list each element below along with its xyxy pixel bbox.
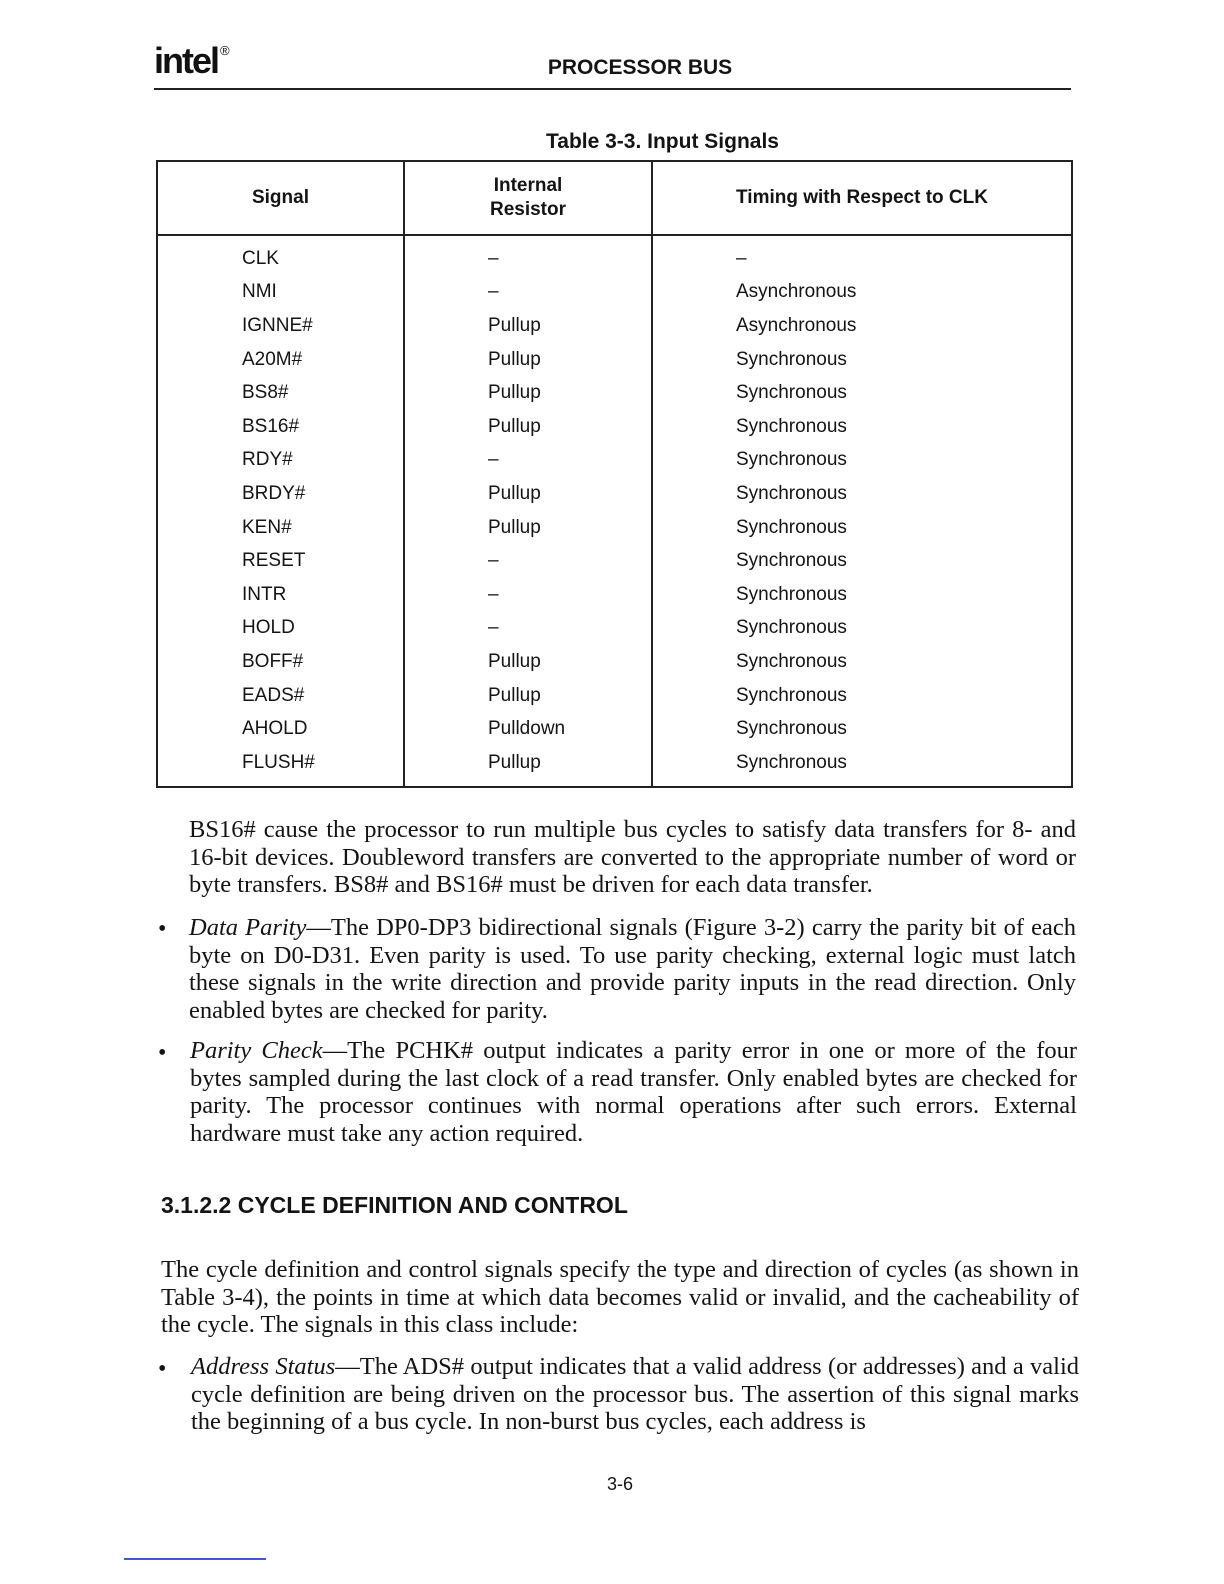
- table-row: [157, 444, 1072, 478]
- signal-cell: IGNNE#: [157, 309, 404, 343]
- resistor-cell: Pullup: [404, 746, 652, 787]
- section-intro-paragraph: The cycle definition and control signals specify the type and direction of cycles (as shown in Table 3-4), the points in time at which data becomes valid or invalid, and the cacheability of the cycle. The signals in this class include:: [161, 1256, 1079, 1338]
- column-header-timing: Timing with Respect to CLK: [652, 161, 1072, 235]
- continuation-paragraph: BS16# cause the processor to run multiple bus cycles to satisfy data transfers for 8- and 16-bit devices. Doubleword transfers are converted to the appropriate number of word or byte transfers. BS8# and BS16# must be driven for each data transfer.: [189, 816, 1076, 898]
- table-row: [157, 645, 1072, 679]
- signal-cell: NMI: [157, 276, 404, 310]
- resistor-cell: Pullup: [404, 343, 652, 377]
- footer-line: [124, 1558, 266, 1560]
- timing-cell: Synchronous: [652, 544, 1072, 578]
- address-status-text: —The ADS# output indicates that a valid address (or addresses) and a valid cycle definition are being driven on the processor bus. The assertion of this signal marks the beginning of a bus cycle. In non-burst bus cycles, each address is: [191, 1353, 1080, 1435]
- timing-cell: Synchronous: [652, 645, 1072, 679]
- table-row: [157, 746, 1072, 787]
- resistor-cell: Pullup: [404, 410, 652, 444]
- timing-cell: Synchronous: [652, 746, 1072, 787]
- timing-cell: Synchronous: [652, 712, 1072, 746]
- signal-cell: AHOLD: [157, 712, 404, 746]
- timing-cell: Synchronous: [652, 444, 1072, 478]
- section-heading: 3.1.2.2 CYCLE DEFINITION AND CONTROL: [161, 1192, 628, 1218]
- input-signals-table: [156, 160, 1073, 788]
- column-header-resistor-line2: Resistor: [489, 199, 567, 220]
- resistor-cell: –: [404, 578, 652, 612]
- table-row: [157, 477, 1072, 511]
- bullet-parity-check: •: [158, 1040, 167, 1066]
- signal-cell: BS16#: [157, 410, 404, 444]
- timing-cell: Asynchronous: [652, 309, 1072, 343]
- data-parity-term: Data Parity: [189, 914, 307, 941]
- header-rule: [154, 88, 1071, 90]
- resistor-cell: –: [404, 276, 652, 310]
- resistor-cell: Pullup: [404, 511, 652, 545]
- parity-check-term: Parity Check: [190, 1037, 323, 1064]
- table-row: [157, 544, 1072, 578]
- resistor-cell: Pullup: [404, 477, 652, 511]
- signal-cell: KEN#: [157, 511, 404, 545]
- timing-cell: Synchronous: [652, 511, 1072, 545]
- resistor-cell: Pullup: [404, 376, 652, 410]
- signal-cell: RESET: [157, 544, 404, 578]
- registered-mark: ®: [220, 43, 230, 58]
- resistor-cell: –: [404, 612, 652, 646]
- table-body: [157, 235, 1072, 787]
- column-header-resistor-line1: Internal: [493, 175, 563, 196]
- table-row: [157, 276, 1072, 310]
- data-parity-text: —The DP0-DP3 bidirectional signals (Figure 3-2) carry the parity bit of each byte on D0-D31. Even parity is used. To use parity checking, external logic must latch these signals in the write direction and provide parity inputs in the read direction. Only enabled bytes are checked for parity.: [189, 914, 1076, 1024]
- table-row: [157, 309, 1072, 343]
- column-header-signal: Signal: [157, 161, 404, 235]
- timing-cell: Synchronous: [652, 410, 1072, 444]
- signal-cell: BRDY#: [157, 477, 404, 511]
- signal-cell: RDY#: [157, 444, 404, 478]
- timing-cell: Asynchronous: [652, 276, 1072, 310]
- table-row: [157, 679, 1072, 713]
- table-header-row: [157, 161, 1072, 235]
- table-row: [157, 410, 1072, 444]
- resistor-cell: Pullup: [404, 645, 652, 679]
- table-row: [157, 235, 1072, 276]
- bullet-data-parity: •: [158, 916, 167, 942]
- signal-cell: A20M#: [157, 343, 404, 377]
- address-status-paragraph: [191, 1353, 1079, 1436]
- signal-cell: HOLD: [157, 612, 404, 646]
- signal-cell: FLUSH#: [157, 746, 404, 787]
- timing-cell: Synchronous: [652, 477, 1072, 511]
- timing-cell: –: [652, 235, 1072, 276]
- table-row: [157, 578, 1072, 612]
- logo-text: intel: [154, 40, 219, 81]
- table-row: [157, 343, 1072, 377]
- page-number: 3-6: [606, 1474, 633, 1494]
- signal-cell: CLK: [157, 235, 404, 276]
- signal-cell: EADS#: [157, 679, 404, 713]
- timing-cell: Synchronous: [652, 343, 1072, 377]
- signal-cell: BOFF#: [157, 645, 404, 679]
- timing-cell: Synchronous: [652, 679, 1072, 713]
- signal-cell: BS8#: [157, 376, 404, 410]
- address-status-term: Address Status: [191, 1353, 336, 1380]
- running-title: PROCESSOR BUS: [547, 56, 733, 79]
- table-row: [157, 712, 1072, 746]
- resistor-cell: Pulldown: [404, 712, 652, 746]
- table-row: [157, 376, 1072, 410]
- parity-check-paragraph: [190, 1037, 1077, 1147]
- table-row: [157, 511, 1072, 545]
- resistor-cell: –: [404, 235, 652, 276]
- table-row: [157, 612, 1072, 646]
- signal-cell: INTR: [157, 578, 404, 612]
- resistor-cell: –: [404, 444, 652, 478]
- bullet-address-status: •: [158, 1356, 167, 1382]
- parity-check-text: —The PCHK# output indicates a parity error in one or more of the four bytes sampled during the last clock of a read transfer. Only enabled bytes are checked for parity. The processor continues with normal operations after such errors. External hardware must take any action required.: [190, 1037, 1078, 1147]
- data-parity-paragraph: [189, 914, 1076, 1024]
- resistor-cell: Pullup: [404, 309, 652, 343]
- timing-cell: Synchronous: [652, 578, 1072, 612]
- timing-cell: Synchronous: [652, 376, 1072, 410]
- table-caption: Table 3-3. Input Signals: [546, 130, 779, 153]
- column-header-internal-resistor: [404, 161, 652, 235]
- intel-logo: [154, 40, 230, 82]
- timing-cell: Synchronous: [652, 612, 1072, 646]
- resistor-cell: Pullup: [404, 679, 652, 713]
- resistor-cell: –: [404, 544, 652, 578]
